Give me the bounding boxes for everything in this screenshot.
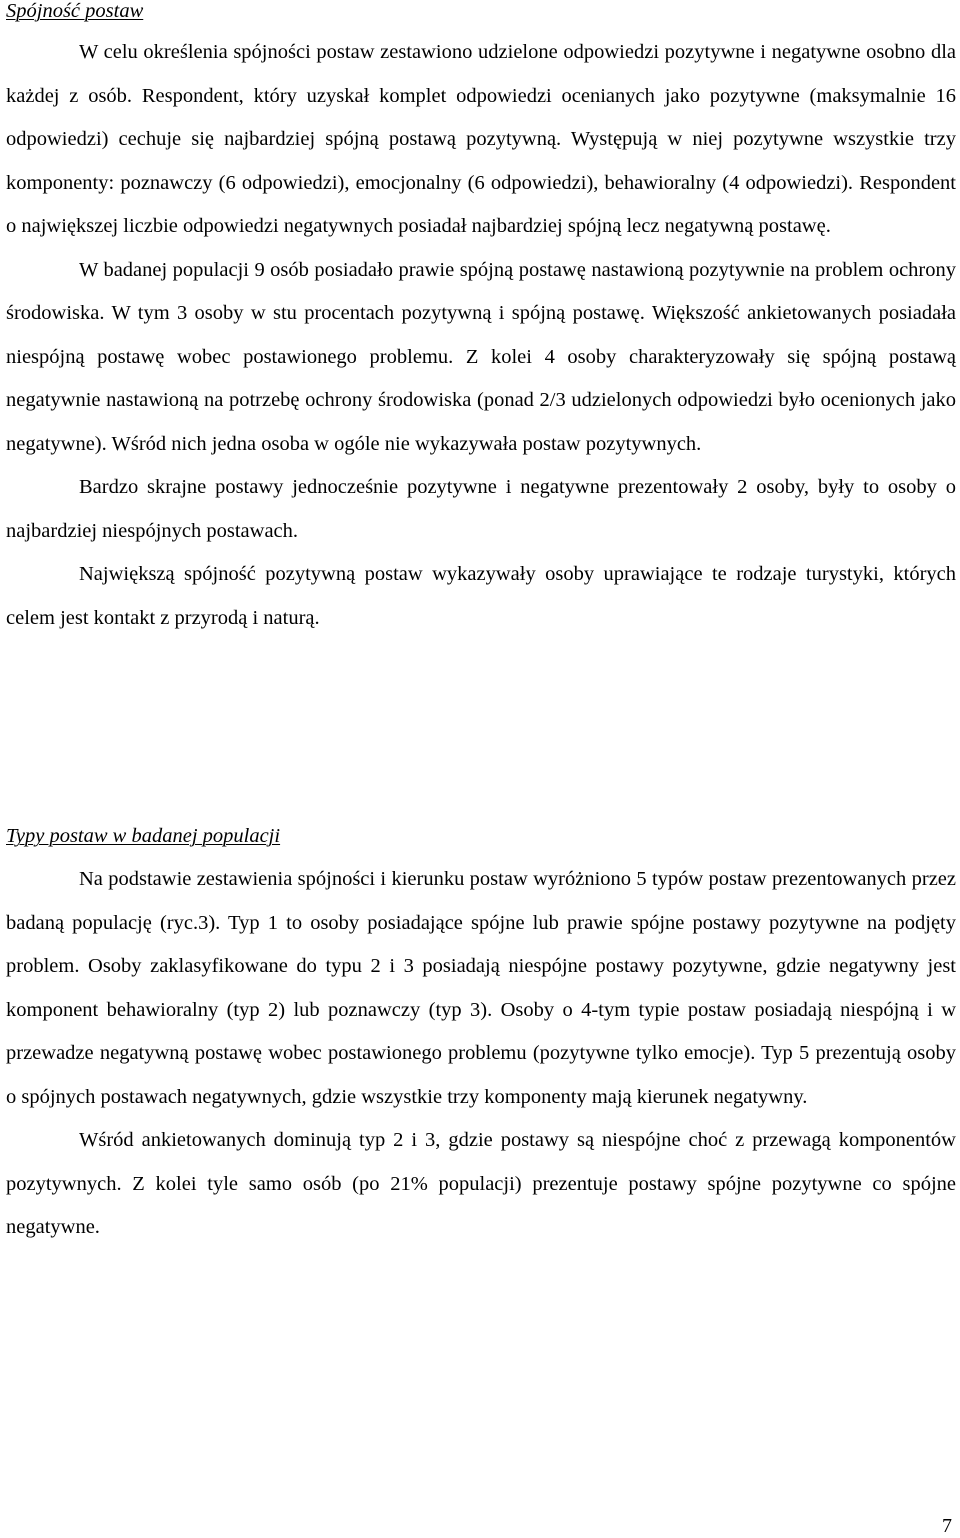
- section-heading: Spójność postaw: [6, 0, 144, 22]
- section-heading: Typy postaw w badanej populacji: [6, 825, 281, 847]
- section-spojnosc-postaw: [6, 0, 956, 640]
- paragraph: Największą spójność pozytywną postaw wykazywały osoby uprawiające te rodzaje turystyki, których celem jest kontakt z przyrodą i naturą.: [6, 563, 956, 629]
- paragraph: Na podstawie zestawienia spójności i kierunku postaw wyróżniono 5 typów postaw prezentowanych przez badaną populację (ryc.3). Typ 1 to osoby posiadające spójne lub prawie spójne postawy pozytywne na podjęty problem. Osoby zaklasyfikowane do typu 2 i 3 posiadają niespójne postawy pozytywne, gdzie negatywny jest komponent behawioralny (typ 2) lub poznawczy (typ 3). Osoby o 4-tym typie postaw posiadają niespójną i w przewadze negatywną postawę wobec postawionego problemu (pozytywne tylko emocje). Typ 5 prezentują osoby o spójnych postawach negatywnych, gdzie wszystkie trzy komponenty mają kierunek negatywny.: [6, 868, 956, 1108]
- paragraph: W celu określenia spójności postaw zestawiono udzielone odpowiedzi pozytywne i negatywne osobno dla każdej z osób. Respondent, który uzyskał komplet odpowiedzi ocenianych jako pozytywne (maksymalnie 16 odpowiedzi) cechuje się najbardziej spójną postawą pozytywną. Występują w niej pozytywne wszystkie trzy komponenty: poznawczy (6 odpowiedzi), emocjonalny (6 odpowiedzi), behawioralny (4 odpowiedzi). Respondent o największej liczbie odpowiedzi negatywnych posiadał najbardziej spójną lecz negatywną postawę.: [6, 41, 956, 237]
- paragraph: Bardzo skrajne postawy jednocześnie pozytywne i negatywne prezentowały 2 osoby, były to osoby o najbardziej niespójnych postawach.: [6, 476, 956, 542]
- paragraph: W badanej populacji 9 osób posiadało prawie spójną postawę nastawioną pozytywnie na problem ochrony środowiska. W tym 3 osoby w stu procentach pozytywną i spójną postawę. Większość ankietowanych posiadała niespójną postawę wobec postawionego problemu. Z kolei 4 osoby charakteryzowały się spójną postawą negatywnie nastawioną na potrzebę ochrony środowiska (ponad 2/3 udzielonych odpowiedzi było ocenionych jako negatywne). Wśród nich jedna osoba w ogóle nie wykazywała postaw pozytywnych.: [6, 258, 956, 455]
- page-number: 7: [942, 1515, 952, 1537]
- section-typy-postaw: [6, 822, 956, 1250]
- paragraph: Wśród ankietowanych dominują typ 2 i 3, gdzie postawy są niespójne choć z przewagą komponentów pozytywnych. Z kolei tyle samo osób (po 21% populacji) prezentuje postawy spójne pozytywne co spójne negatywne.: [6, 1129, 956, 1238]
